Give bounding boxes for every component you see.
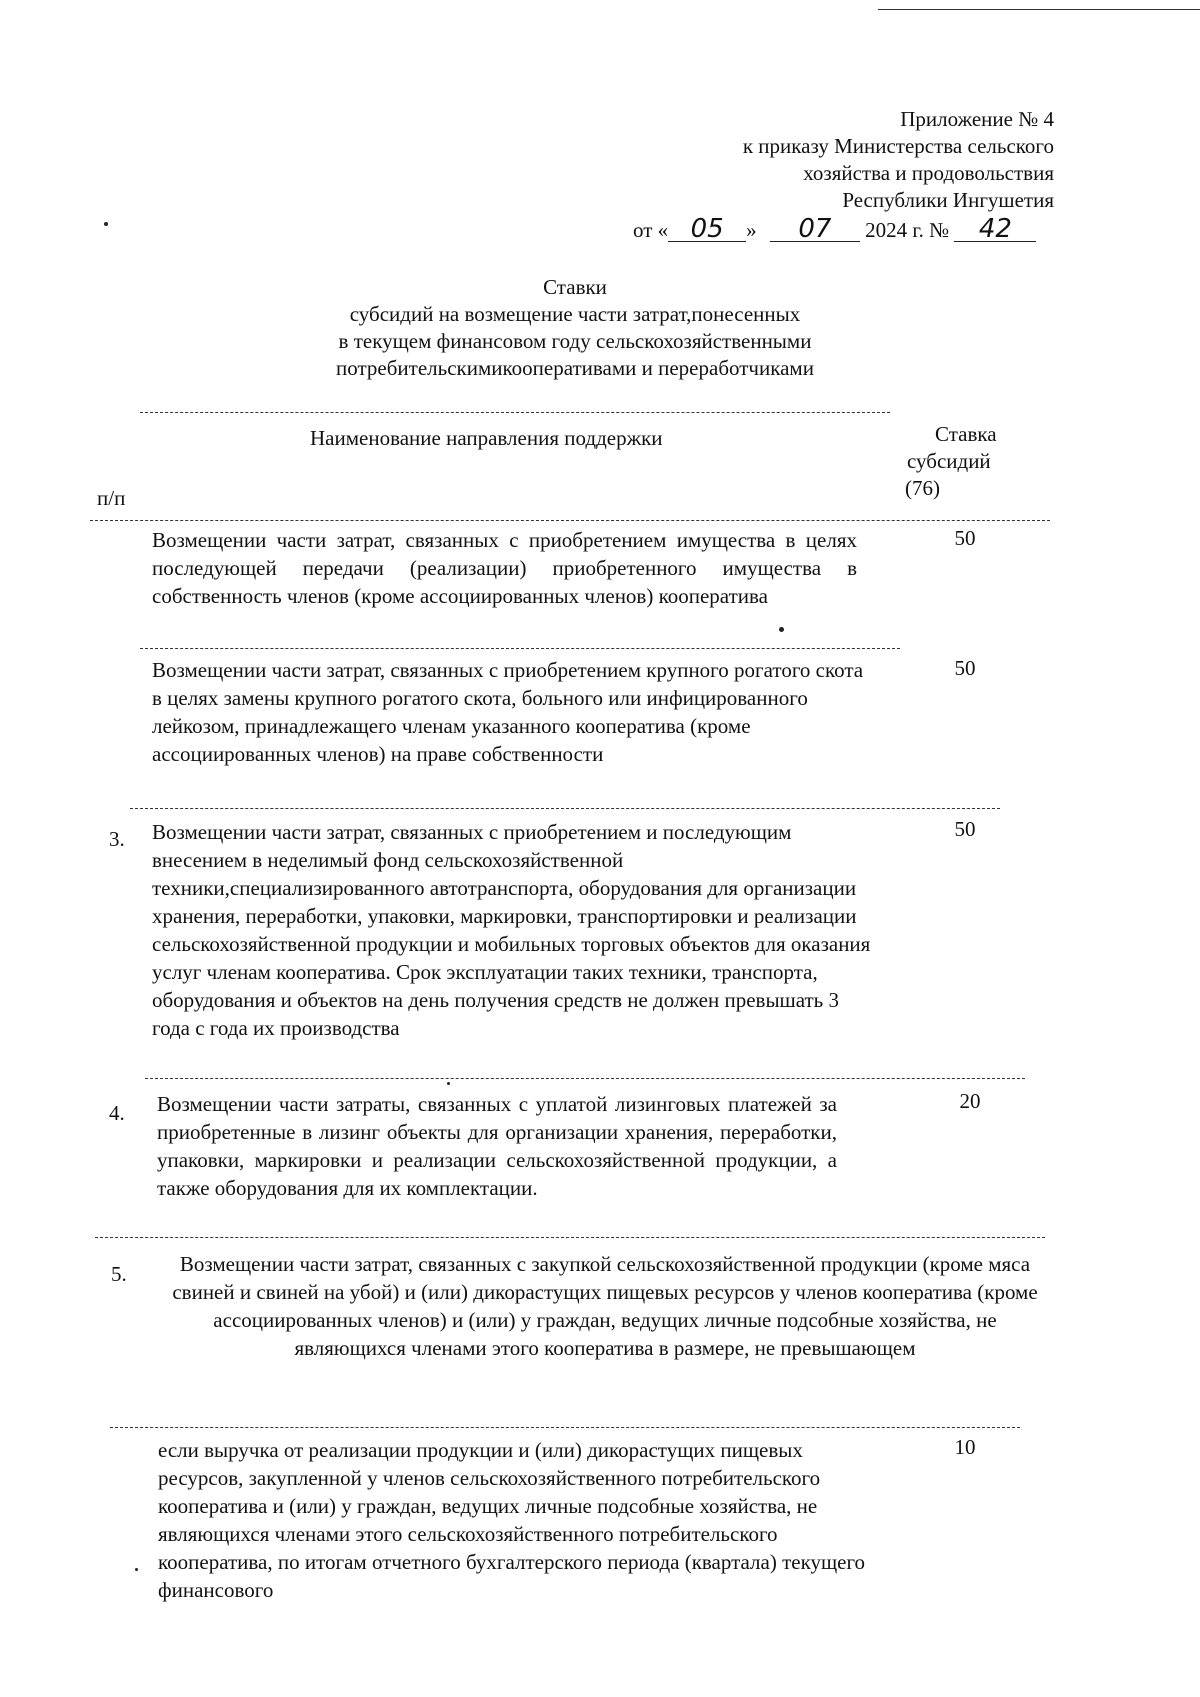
table-row-4-rate: 20 xyxy=(959,1089,981,1113)
table-rule xyxy=(90,520,1050,521)
table-rule xyxy=(140,648,900,649)
table-rule xyxy=(95,1237,1045,1238)
order-date-line xyxy=(633,216,1036,244)
table-rule xyxy=(110,1427,1020,1428)
date-prefix: от « xyxy=(633,218,669,242)
table-row-3-rate: 50 xyxy=(954,817,976,841)
ministry-name: хозяйства и продовольствия xyxy=(803,161,1054,185)
scan-speck xyxy=(447,1082,450,1085)
table-rule xyxy=(145,1078,1025,1079)
column-header-name: Наименование направления поддержки xyxy=(310,426,663,450)
column-header-number: п/п xyxy=(97,486,126,510)
scan-speck xyxy=(104,222,108,226)
title-line-4: потребительскимикооперативами и переработчиками xyxy=(336,356,814,380)
table-rule xyxy=(140,412,890,413)
handwritten-order-number: 42 xyxy=(954,217,1036,242)
table-row-1-text: Возмещении части затрат, связанных с приобретением имущества в целях последующей передачи (реализации) приобретенного имущества в собственность членов (кроме ассоциированных членов) кооператива xyxy=(152,528,857,608)
table-row-2-text: Возмещении части затрат, связанных с приобретением крупного рогатого скота в целях замены крупного рогатого скота, больного или инфицированного лейкозом, принадлежащего членам указанного кооператива (кроме ассоциированных членов) на праве собственности xyxy=(152,658,864,766)
scan-speck xyxy=(135,1568,138,1571)
table-rule xyxy=(130,808,1000,809)
rate-header-line-2: субсидий xyxy=(907,449,991,473)
table-row-5-condition-text: если выручка от реализации продукции и (или) дикорастущих пищевых ресурсов, закупленной у членов сельскохозяйственного потребительского кооператива и (или) у граждан, ведущих личные подсобные хозяйства, не являющихся членами этого сельскохозяйственного потребительского кооператива, по итогам отчетного бухгалтерского периода (квартала) текущего финансового xyxy=(158,1438,866,1602)
table-row-5-text: Возмещении части затрат, связанных с закупкой сельскохозяйственной продукции (кроме мяса свиней и свиней на убой) и (или) дикорастущих пищевых ресурсов у членов кооператива (кроме ассоциированных членов) и (или) у граждан, ведущих личные подсобные хозяйства, не являющихся членами этого кооператива в размере, не превышающем xyxy=(172,1252,1038,1360)
date-quote-close: » xyxy=(746,218,757,242)
date-year: 2024 г. № xyxy=(865,218,950,242)
title-line-1: Ставки xyxy=(543,275,607,299)
rate-header-line-3: (76) xyxy=(905,476,940,500)
table-row-5-condition-rate: 10 xyxy=(954,1435,976,1459)
appendix-number: Приложение № 4 xyxy=(900,107,1054,131)
table-row-2-rate: 50 xyxy=(954,656,976,680)
order-reference: к приказу Министерства сельского xyxy=(742,134,1054,158)
document-title xyxy=(250,274,900,382)
appendix-header xyxy=(743,106,1054,214)
title-line-2: субсидий на возмещение части затрат,понесенных xyxy=(349,302,801,326)
handwritten-month: 07 xyxy=(770,217,860,242)
table-row-5-number: 5. xyxy=(111,1262,127,1286)
table-row-4-number: 4. xyxy=(109,1101,125,1125)
table-row-4-text: Возмещении части затраты, связанных с уплатой лизинговых платежей за приобретенные в лизинг объекты для организации хранения, переработки, упаковки, маркировки и реализации сельскохозяйственной продукции, а также оборудования для их комплектации. xyxy=(157,1092,837,1200)
table-row-1-rate: 50 xyxy=(954,526,976,550)
rate-header-line-1: Ставка xyxy=(935,422,997,446)
title-line-3: в текущем финансовом году сельскохозяйственными xyxy=(338,329,812,353)
handwritten-day: 05 xyxy=(668,217,746,242)
top-edge-line xyxy=(878,9,1200,10)
scan-speck xyxy=(779,627,784,632)
table-row-3-text: Возмещении части затрат, связанных с приобретением и последующим внесением в неделимый фонд сельскохозяйственной техники,специализированного автотранспорта, оборудования для организации хранения, переработки, упаковки, маркировки, транспортировки и реализации сельскохозяйственной продукции и мобильных торговых объектов для оказания услуг членам кооператива. Срок эксплуатации таких техники, транспорта, оборудования и объектов на день получения средств не должен превышать 3 года с года их производства xyxy=(152,820,871,1040)
republic-name: Республики Ингушетия xyxy=(842,188,1054,212)
table-row-3-number: 3. xyxy=(109,827,125,851)
column-header-rate xyxy=(905,421,997,502)
